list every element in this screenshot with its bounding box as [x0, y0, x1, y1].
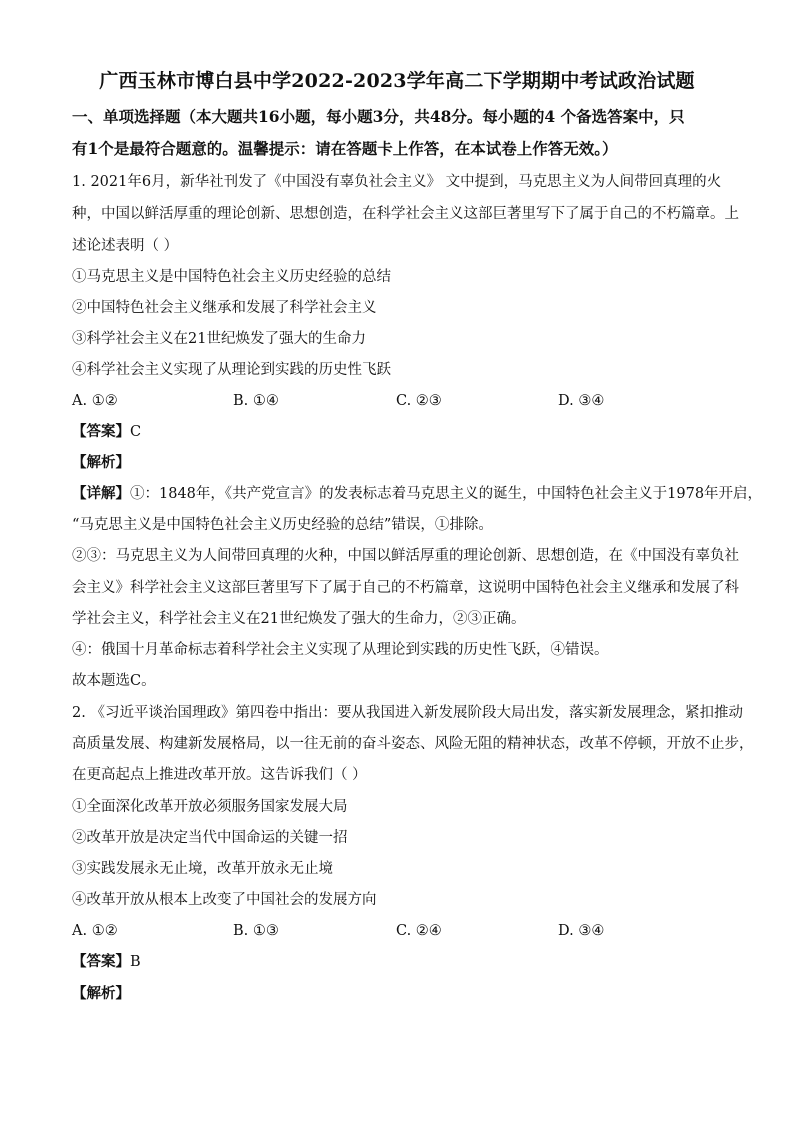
q1-stem-line-1: 1. 2021年6月，新华社刊发了《中国没有辜负社会主义》 文中提到，马克思主义为人间带回真理的火	[72, 174, 722, 190]
q1-answer-value: C	[130, 424, 142, 440]
q1-detail-line-4: 会主义》科学社会主义这部巨著里写下了属于自己的不朽篇章，这说明中国特色社会主义继承和发展了科	[72, 580, 739, 596]
q1-detail-line-7: 故本题选C。	[72, 673, 156, 689]
q2-stem-line-3: 在更高起点上推进改革开放。这告诉我们（ ）	[72, 767, 367, 783]
q2-item-2: ②改革开放是决定当代中国命运的关键一招	[72, 830, 348, 846]
q2-option-b: B. ①③	[233, 923, 279, 939]
q1-option-a: A. ①②	[72, 393, 118, 409]
q2-option-a: A. ①②	[72, 923, 118, 939]
q2-stem-line-2: 高质量发展、构建新发展格局，以一往无前的奋斗姿态、风险无阻的精神状态，改革不停顿，开放不止步，	[72, 736, 754, 752]
q1-detail-label: 【详解】	[72, 485, 130, 502]
q2-answer-label: 【答案】	[72, 953, 130, 970]
q1-option-c: C. ②③	[396, 393, 442, 409]
q1-detail-line-3: ②③：马克思主义为人间带回真理的火种，中国以鲜活厚重的理论创新、思想创造，在《中国没有辜负社	[72, 548, 739, 564]
q1-detail-line-2: “马克思主义是中国特色社会主义历史经验的总结”错误，①排除。	[72, 517, 493, 533]
section-heading-line-1: 一、单项选择题（本大题共16小题，每小题3分，共48分。每小题的4 个备选答案中，只	[72, 107, 685, 126]
q1-detail-line-1	[72, 484, 762, 504]
section-heading-line-2: 有1个是最符合题意的。温馨提示：请在答题卡上作答，在本试卷上作答无效。）	[72, 139, 618, 158]
q1-detail-line-5: 学社会主义，科学社会主义在21世纪焕发了强大的生命力，②③正确。	[72, 611, 526, 627]
q2-analysis-label: 【解析】	[72, 985, 130, 1002]
q1-stem-line-3: 述论述表明（ ）	[72, 238, 179, 254]
q2-option-d: D. ③④	[558, 923, 605, 939]
q1-item-1: ①马克思主义是中国特色社会主义历史经验的总结	[72, 269, 391, 285]
q1-item-3: ③科学社会主义在21世纪焕发了强大的生命力	[72, 331, 366, 347]
q1-answer-label: 【答案】	[72, 423, 130, 440]
q2-item-4: ④改革开放从根本上改变了中国社会的发展方向	[72, 892, 377, 908]
page-title: 广西玉林市博白县中学2022-2023学年高二下学期期中考试政治试题	[99, 70, 695, 92]
q2-option-c: C. ②④	[396, 923, 442, 939]
q2-item-1: ①全面深化改革开放必须服务国家发展大局	[72, 799, 348, 815]
q2-answer-value: B	[130, 954, 141, 970]
q1-item-2: ②中国特色社会主义继承和发展了科学社会主义	[72, 300, 377, 316]
q1-option-d: D. ③④	[558, 393, 605, 409]
q1-answer	[72, 422, 141, 442]
q1-detail-text-1: ①：1848年，《共产党宣言》的发表标志着马克思主义的诞生，中国特色社会主义于1978年开启，	[130, 486, 763, 502]
q1-analysis-label: 【解析】	[72, 454, 130, 471]
q1-item-4: ④科学社会主义实现了从理论到实践的历史性飞跃	[72, 362, 391, 378]
q2-stem-line-1: 2. 《习近平谈治国理政》第四卷中指出：要从我国进入新发展阶段大局出发，落实新发展理念，紧扣推动	[72, 705, 743, 721]
q1-stem-line-2: 种，中国以鲜活厚重的理论创新、思想创造，在科学社会主义这部巨著里写下了属于自己的不朽篇章。上	[72, 206, 739, 222]
q2-item-3: ③实践发展永无止境，改革开放永无止境	[72, 861, 333, 877]
q1-detail-line-6: ④：俄国十月革命标志着科学社会主义实现了从理论到实践的历史性飞跃，④错误。	[72, 642, 609, 658]
q2-answer	[72, 952, 141, 972]
q1-option-b: B. ①④	[233, 393, 279, 409]
